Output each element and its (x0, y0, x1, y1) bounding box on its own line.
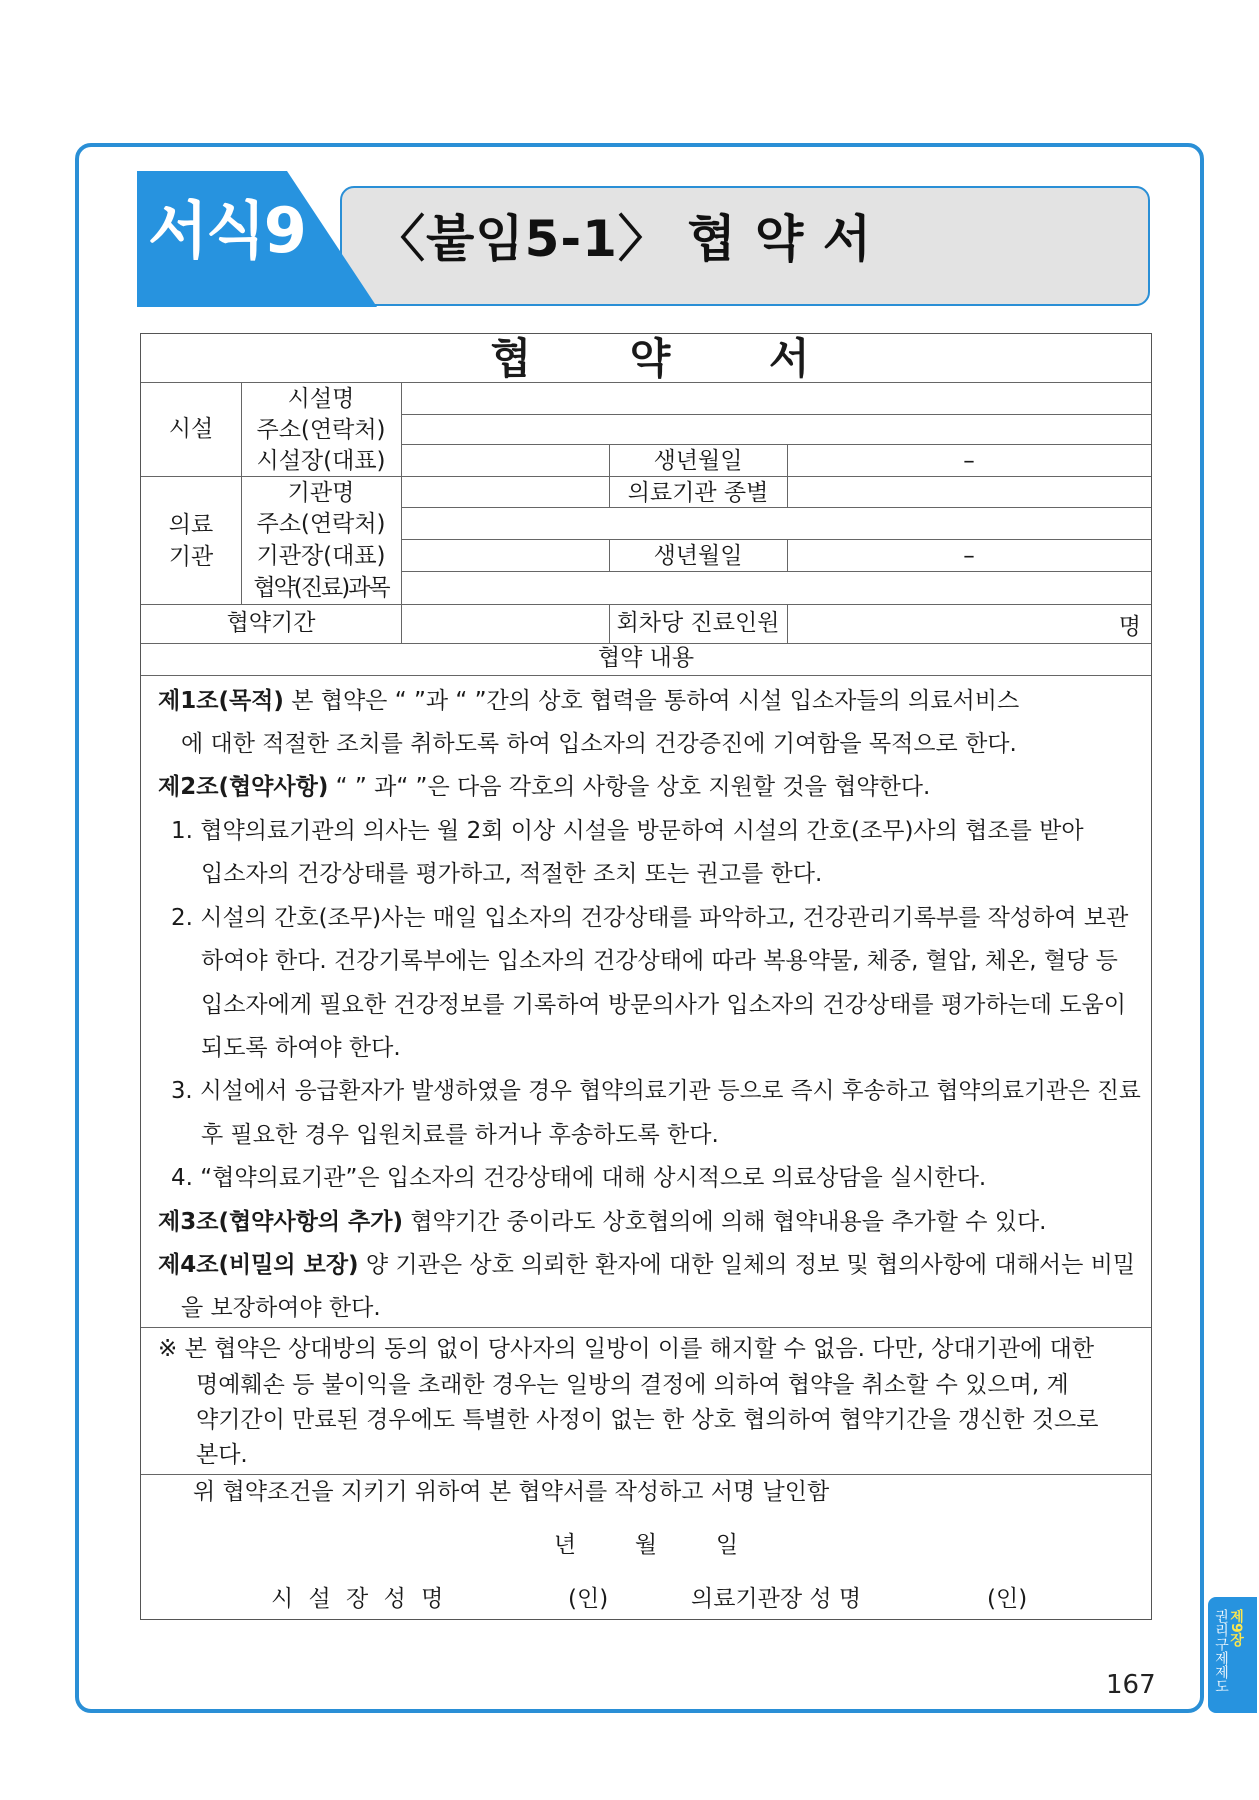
page-title: 〈붙임5-1〉 협 약 서 (375, 210, 873, 268)
article-1-heading: 제1조(목적) (158, 688, 284, 714)
page-number: 167 (1106, 1670, 1156, 1700)
medical-birth-label: 생년월일 (653, 543, 743, 569)
article-4-heading: 제4조(비밀의 보장) (158, 1252, 359, 1278)
article-1-text-1: 본 협약은 “ ”과 “ ”간의 상호 협력을 통하여 시설 입소자들의 의료서비스 (291, 688, 1020, 714)
article-3-heading: 제3조(협약사항의 추가) (158, 1209, 403, 1235)
item-4-text-1: 4. “협약의료기관”은 입소자의 건강상태에 대해 상시적으로 의료상담을 실시한다. (171, 1165, 987, 1191)
item-2-text-4: 되도록 하여야 한다. (201, 1035, 401, 1061)
note-line-3: 약기간이 만료된 경우에도 특별한 사정이 없는 한 상호 협의하여 협약기간을 갱신한 것으로 (196, 1407, 1099, 1433)
medical-seal: (인) (987, 1586, 1028, 1612)
article-2-line-1 (158, 776, 930, 799)
item-2-text-2: 하여야 한다. 건강기록부에는 입소자의 건강상태에 따라 복용약물, 체중, 혈압, 체온, 혈당 등 (201, 948, 1118, 974)
signing-statement: 위 협약조건을 지키기 위하여 본 협약서를 작성하고 서명 날인함 (193, 1479, 830, 1505)
medical-subjects-label: 협약(진료)과목 (253, 575, 389, 601)
article-4-line-1 (158, 1254, 1135, 1277)
article-1-line-1 (158, 690, 1019, 713)
signing-year: 년 (553, 1532, 577, 1558)
article-3-line-1 (158, 1211, 1046, 1234)
section-label: 권리구제제도 (1213, 1609, 1229, 1693)
note-line-2: 명예훼손 등 불이익을 초래한 경우는 일방의 결정에 의하여 협약을 취소할 수 있으며, 계 (196, 1372, 1069, 1398)
facility-birth-label: 생년월일 (653, 448, 743, 474)
facility-seal: (인) (568, 1586, 609, 1612)
facility-birth-dash: – (963, 448, 975, 474)
article-1-text-2: 에 대한 적절한 조치를 취하도록 하여 입소자의 건강증진에 기여함을 목적으로 한다. (181, 731, 1017, 757)
signing-day: 일 (715, 1532, 739, 1558)
item-2-text-3: 입소자에게 필요한 건강정보를 기록하여 방문의사가 입소자의 건강상태를 평가하는데 도움이 (201, 992, 1126, 1018)
article-2-heading: 제2조(협약사항) (158, 774, 329, 800)
item-1-text-1: 1. 협약의료기관의 의사는 월 2회 이상 시설을 방문하여 시설의 간호(조무)사의 협조를 받아 (171, 818, 1084, 844)
facility-head-label: 시설장(대표) (256, 448, 386, 474)
item-1-text-2: 입소자의 건강상태를 평가하고, 적절한 조치 또는 권고를 한다. (201, 861, 823, 887)
article-4-text-1: 양 기관은 상호 의뢰한 환자에 대한 일체의 정보 및 협의사항에 대해서는 비밀 (365, 1252, 1136, 1278)
medical-group-label-2: 기관 (168, 544, 214, 570)
medical-birth-dash: – (963, 543, 975, 569)
facility-group-label: 시설 (168, 416, 214, 442)
agreement-form (140, 333, 1152, 1620)
signing-month: 월 (634, 1532, 658, 1558)
item-3-text-1: 3. 시설에서 응급환자가 발생하였을 경우 협약의료기관 등으로 즉시 후송하고 협약의료기관은 진료 (171, 1078, 1141, 1104)
article-3-text-1: 협약기간 중이라도 상호협의에 의해 협약내용을 추가할 수 있다. (410, 1209, 1047, 1235)
medical-head-signature-label: 의료기관장 성 명 (691, 1586, 862, 1612)
medical-address-label: 주소(연락처) (256, 511, 386, 537)
note-line-1: ※ 본 협약은 상대방의 동의 없이 당사자의 일방이 이를 해지할 수 없음. 다만, 상대기관에 대한 (158, 1336, 1095, 1362)
content-label: 협약 내용 (597, 645, 695, 671)
article-2-text-1: “ ” 과“ ”은 다음 각호의 사항을 상호 지원할 것을 협약한다. (335, 774, 931, 800)
form-title: 협 약 서 (490, 334, 852, 383)
medical-group-label-1: 의료 (168, 512, 214, 538)
period-label: 협약기간 (226, 610, 316, 636)
medical-name-label: 기관명 (287, 480, 355, 506)
medical-type-label: 의료기관 종별 (627, 480, 769, 506)
chapter-label: 제9장 (1228, 1609, 1244, 1647)
facility-name-label: 시설명 (287, 386, 355, 412)
facility-head-signature-label: 시 설 장 성 명 (271, 1586, 448, 1612)
article-4-text-2: 을 보장하여야 한다. (181, 1295, 381, 1321)
item-3-text-2: 후 필요한 경우 입원치료를 하거나 후송하도록 한다. (201, 1122, 719, 1148)
facility-address-label: 주소(연락처) (256, 417, 386, 443)
chapter-side-tab (1208, 1597, 1257, 1713)
item-2-text-1: 2. 시설의 간호(조무)사는 매일 입소자의 건강상태를 파악하고, 건강관리기록부를 작성하여 보관 (171, 905, 1129, 931)
staff-unit: 명 (1118, 614, 1141, 640)
medical-head-label: 기관장(대표) (256, 543, 386, 569)
form-code: 서식9 (148, 194, 305, 267)
staff-label: 회차당 진료인원 (616, 610, 780, 636)
note-line-4: 본다. (196, 1442, 248, 1468)
